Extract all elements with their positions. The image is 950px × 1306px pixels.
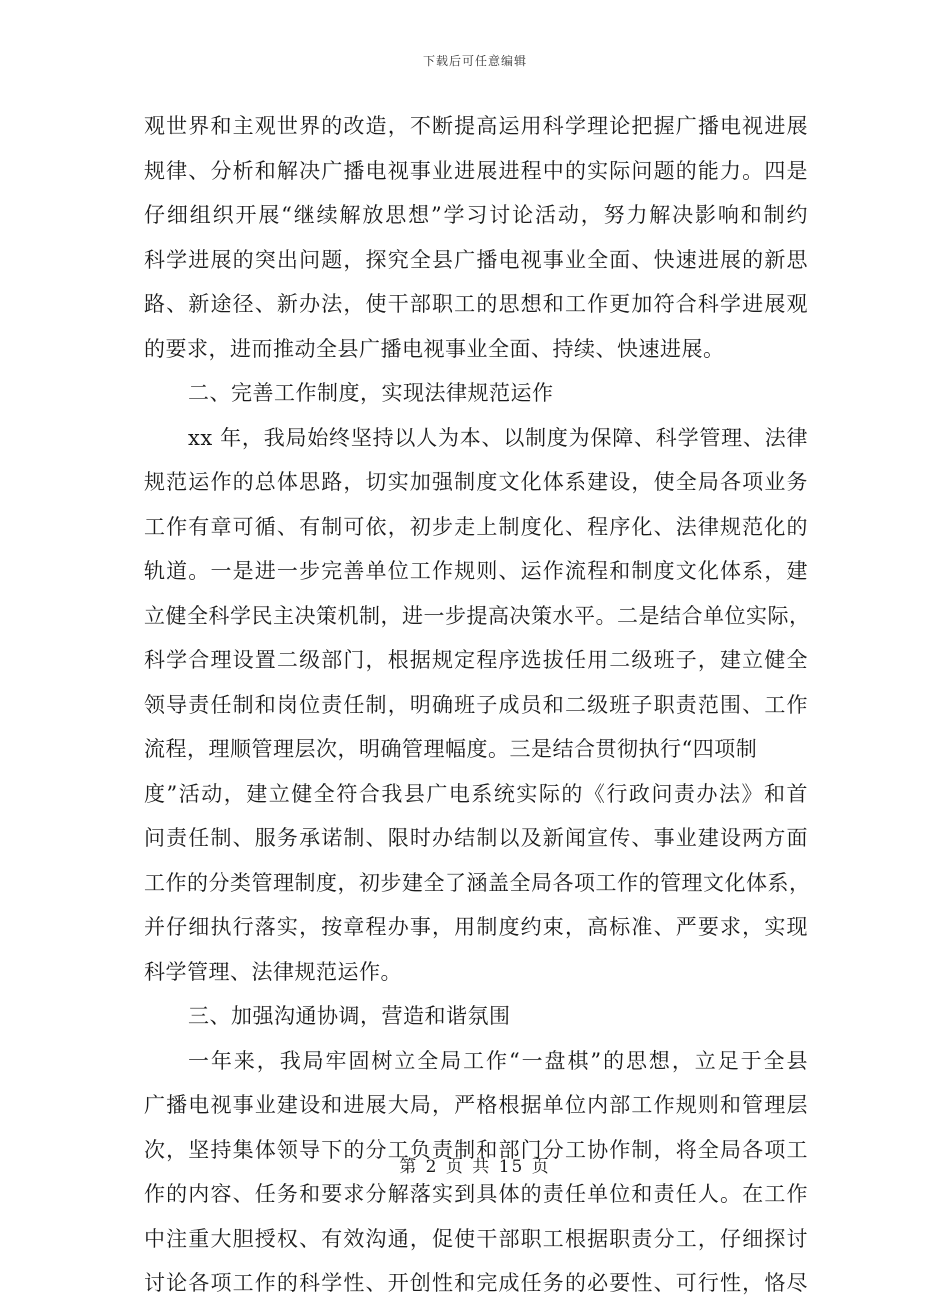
text-line: 规律、分析和解决广播电视事业进展进程中的实际问题的能力。四是	[144, 158, 808, 183]
text-line: 流程，理顺管理层次，明确管理幅度。三是结合贯彻执行“四项制	[144, 737, 758, 761]
text-line: 广播电视事业建设和进展大局，严格根据单位内部工作规则和管理层	[144, 1093, 808, 1117]
section-heading: 三、加强沟通协调，营造和谐氛围	[188, 1004, 511, 1028]
text-line: 路、新途径、新办法，使干部职工的思想和工作更加符合科学进展观	[144, 292, 808, 316]
text-line: 并仔细执行落实，按章程办事，用制度约束，高标准、严要求，实现	[144, 915, 808, 939]
text-line: 作的内容、任务和要求分解落实到具体的责任单位和责任人。在工作	[144, 1182, 808, 1206]
text-line: 的要求，进而推动全县广播电视事业全面、持续、快速进展。	[144, 336, 725, 361]
text-line: 仔细组织开展“继续解放思想”学习讨论活动，努力解决影响和制约	[144, 203, 808, 227]
text-line: 问责任制、服务承诺制、限时办结制以及新闻宣传、事业建设两方面	[144, 826, 808, 850]
text-line: 度”活动，建立健全符合我县广电系统实际的《行政问责办法》和首	[144, 781, 808, 806]
document-body	[144, 104, 811, 1306]
text-line: 规范运作的总体思路，切实加强制度文化体系建设，使全局各项业务	[144, 470, 808, 494]
section-heading: 二、完善工作制度，实现法律规范运作	[188, 381, 554, 405]
text-line: xx 年，我局始终坚持以人为本、以制度为保障、科学管理、法律	[188, 425, 808, 450]
text-line: 一年来，我局牢固树立全局工作“一盘棋”的思想，立足于全县	[188, 1048, 808, 1073]
text-line: 工作有章可循、有制可依，初步走上制度化、程序化、法律规范化的	[144, 514, 808, 539]
page-header: 下载后可任意编辑	[422, 54, 527, 68]
text-line: 立健全科学民主决策机制，进一步提高决策水平。二是结合单位实际，	[144, 603, 811, 628]
text-line: 轨道。一是进一步完善单位工作规则、运作流程和制度文化体系，建	[144, 559, 808, 583]
text-line: 中注重大胆授权、有效沟通，促使干部职工根据职责分工，仔细探讨	[144, 1226, 808, 1251]
text-line: 科学合理设置二级部门，根据规定程序选拔任用二级班子，建立健全	[144, 648, 808, 672]
text-line: 观世界和主观世界的改造，不断提高运用科学理论把握广播电视进展	[144, 114, 808, 138]
text-line: 讨论各项工作的科学性、开创性和完成任务的必要性、可行性，恪尽	[144, 1271, 808, 1295]
text-line: 科学进展的突出问题，探究全县广播电视事业全面、快速进展的新思	[144, 247, 808, 272]
text-line: 领导责任制和岗位责任制，明确班子成员和二级班子职责范围、工作	[144, 692, 808, 717]
text-line: 次，坚持集体领导下的分工负责制和部门分工协作制，将全局各项工	[144, 1137, 808, 1162]
text-line: 工作的分类管理制度，初步建全了涵盖全局各项工作的管理文化体系，	[144, 870, 811, 895]
page-footer: 第 2 页 共 15 页	[399, 1157, 551, 1177]
text-line: 科学管理、法律规范运作。	[144, 959, 402, 984]
